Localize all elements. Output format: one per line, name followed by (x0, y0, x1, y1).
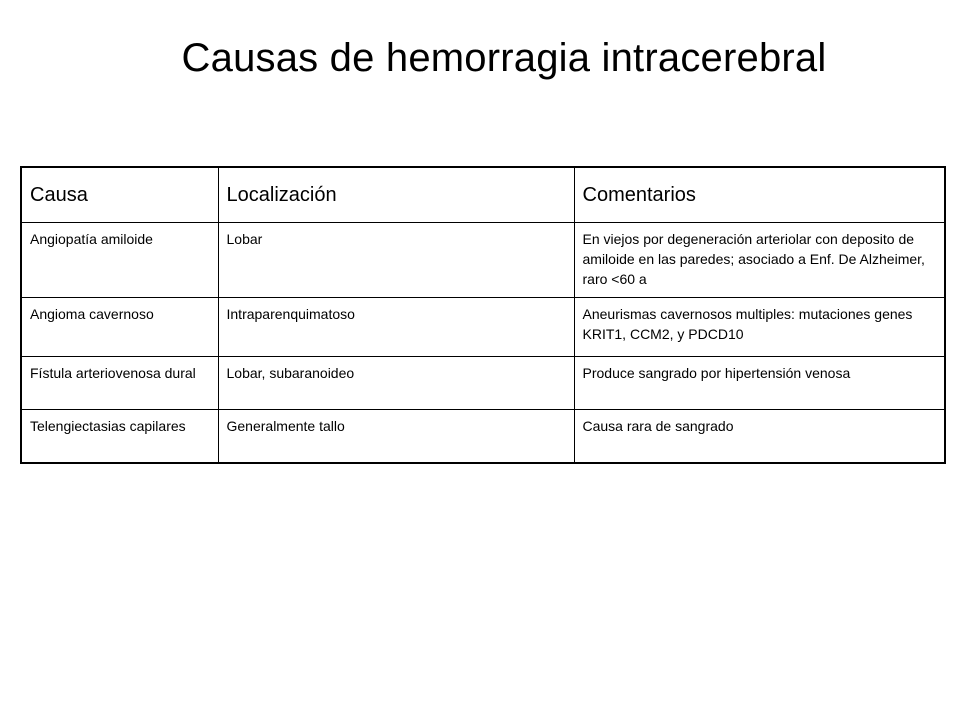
slide-title: Causas de hemorragia intracerebral (181, 36, 827, 80)
cell-comentarios: En viejos por degeneración arteriolar con deposito de amiloide en las paredes; asociado a Enf. De Alzheimer, raro <60 a (574, 223, 945, 298)
cell-localizacion: Lobar, subaranoideo (218, 357, 574, 410)
cell-comentarios: Aneurismas cavernosos multiples: mutaciones genes KRIT1, CCM2, y PDCD10 (574, 298, 945, 357)
table-row (21, 223, 945, 298)
cell-causa: Angiopatía amiloide (21, 223, 218, 298)
header-comentarios: Comentarios (574, 167, 945, 223)
header-localizacion: Localización (218, 167, 574, 223)
cell-causa: Fístula arteriovenosa dural (21, 357, 218, 410)
table-header-row (21, 167, 945, 223)
cell-causa: Telengiectasias capilares (21, 410, 218, 464)
cell-localizacion: Generalmente tallo (218, 410, 574, 464)
table-row (21, 357, 945, 410)
cell-localizacion: Lobar (218, 223, 574, 298)
header-causa: Causa (21, 167, 218, 223)
cell-causa: Angioma cavernoso (21, 298, 218, 357)
causes-table (20, 166, 946, 464)
cell-localizacion: Intraparenquimatoso (218, 298, 574, 357)
table-row (21, 298, 945, 357)
table-row (21, 410, 945, 464)
cell-comentarios: Produce sangrado por hipertensión venosa (574, 357, 945, 410)
cell-comentarios: Causa rara de sangrado (574, 410, 945, 464)
